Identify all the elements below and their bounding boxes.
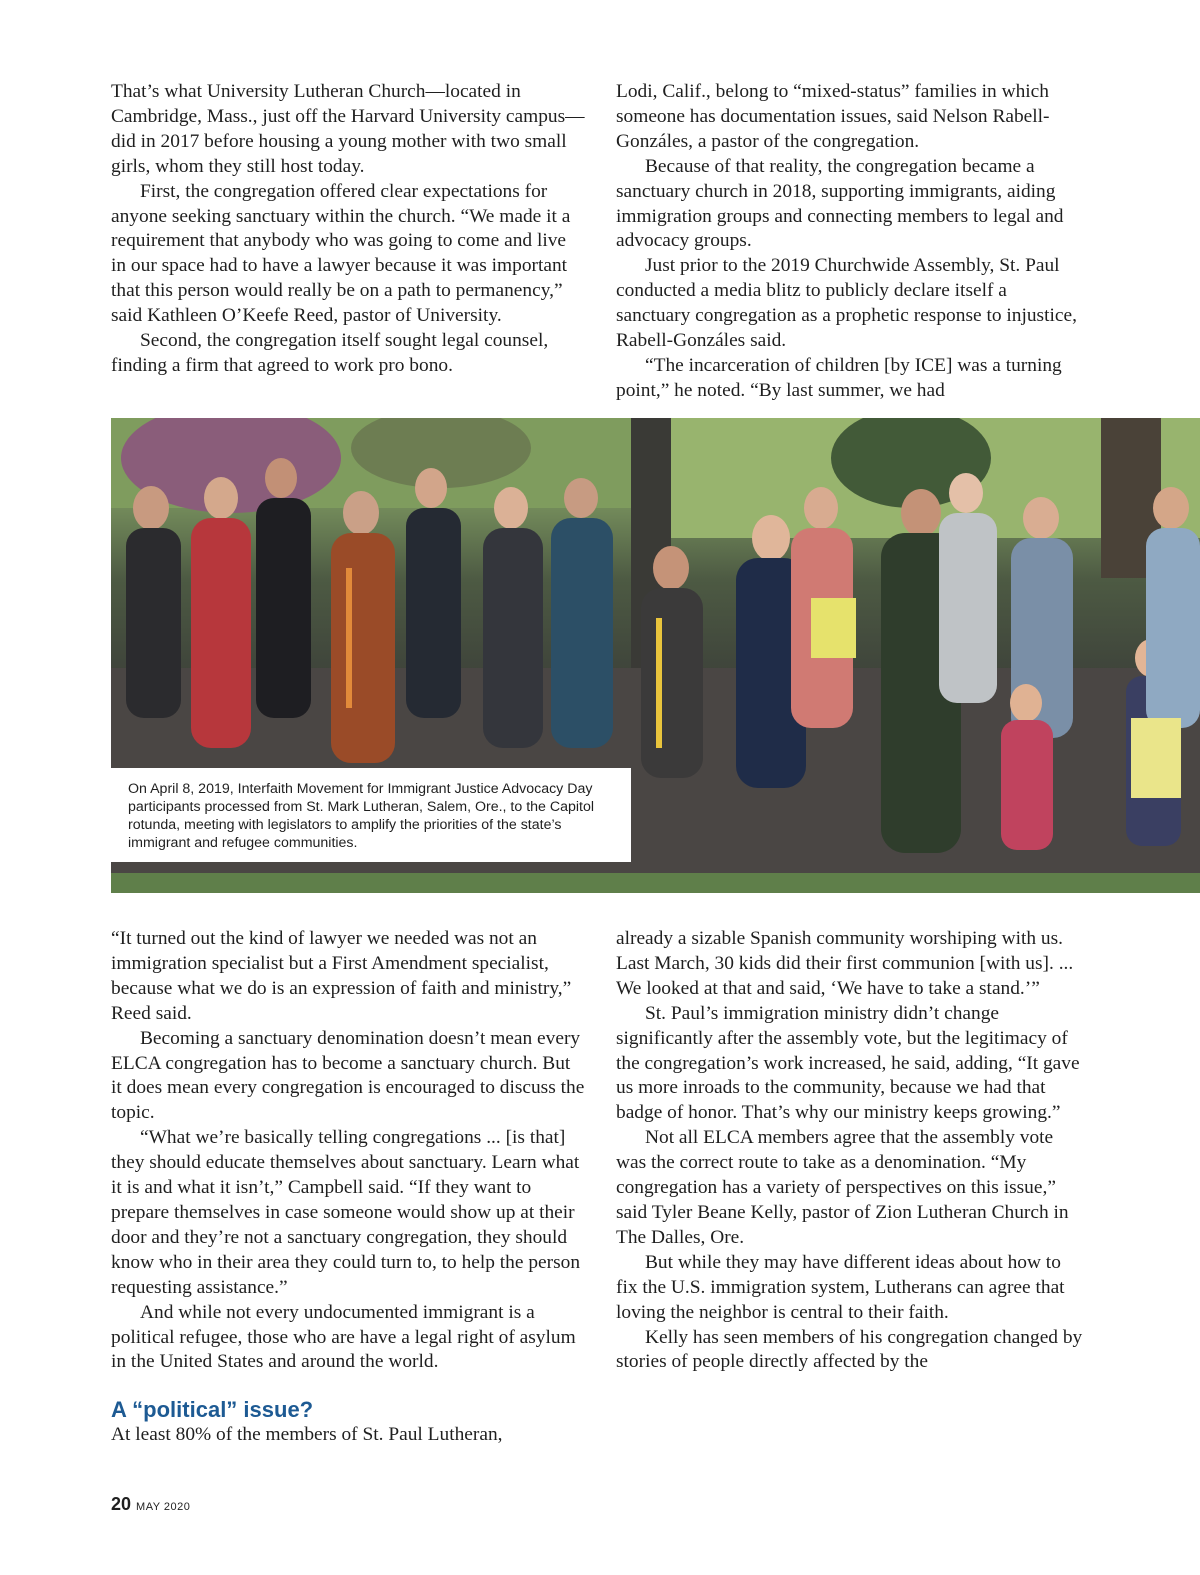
page-folio [111, 1494, 190, 1515]
paragraph: Just prior to the 2019 Churchwide Assembly, St. Paul conducted a media blitz to publicly declare itself a sanctuary congregation as a prophetic response to injustice, Rabell-Gonzáles said. [616, 255, 1077, 352]
paragraph: But while they may have different ideas about how to fix the U.S. immigration system, Lutherans can agree that loving the neighbor is central to their faith. [616, 1251, 1065, 1323]
article-column-top-left [111, 80, 585, 379]
photo-caption: On April 8, 2019, Interfaith Movement for Immigrant Justice Advocacy Day participants processed from St. Mark Lutheran, Salem, Ore., to the Capitol rotunda, meeting with legislators to amplify the priorities of the state’s immigrant and refugee communities. [128, 781, 595, 851]
page-number: 20 [111, 1494, 132, 1514]
paragraph: already a sizable Spanish community worshiping with us. Last March, 30 kids did their first communion [with us]. ... We looked at that and said, ‘We have to take a stand.’” [616, 928, 1074, 999]
photo-caption-box [111, 768, 631, 862]
issue-date: MAY 2020 [136, 1501, 191, 1513]
paragraph: Because of that reality, the congregation became a sanctuary church in 2018, supporting immigrants, aiding immigration groups and connecting members to legal and advocacy groups. [616, 155, 1064, 252]
paragraph: “It turned out the kind of lawyer we needed was not an immigration specialist but a First Amendment specialist, because what we do is an expression of faith and ministry,” Reed said. [111, 928, 572, 1024]
paragraph: And while not every undocumented immigrant is a political refugee, those who are have a legal right of asylum in the United States and around the world. [111, 1301, 576, 1373]
paragraph: “The incarceration of children [by ICE] was a turning point,” he noted. “By last summer, we had [616, 354, 1062, 401]
paragraph: Becoming a sanctuary denomination doesn’t mean every ELCA congregation has to become a sanctuary church. But it does mean every congregation is encouraged to discuss the topic. [111, 1027, 585, 1124]
paragraph: Not all ELCA members agree that the assembly vote was the correct route to take as a denomination. “My congregation has a variety of perspectives on this issue,” said Tyler Beane Kelly, pastor of Zion Lutheran Church in The Dalles, Ore. [616, 1127, 1069, 1248]
section-subhead: A “political” issue? [111, 1397, 314, 1423]
article-column-bottom-right [616, 927, 1086, 1375]
paragraph: Lodi, Calif., belong to “mixed-status” families in which someone has documentation issues, said Nelson Rabell-Gonzáles, a pastor of the congregation. [616, 81, 1050, 152]
paragraph: Second, the congregation itself sought legal counsel, finding a firm that agreed to work pro bono. [111, 330, 549, 376]
paragraph: That’s what University Lutheran Church—located in Cambridge, Mass., just off the Harvard University campus—did in 2017 before housing a young mother with two small girls, whom they still host today. [111, 81, 585, 177]
paragraph: “What we’re basically telling congregations ... [is that] they should educate themselves about sanctuary. Learn what it is and what it isn’t,” Campbell said. “If they want to prepare themselves in case someone would show up at their door and they’re not a sanctuary congregation, they should know who in their area they could turn to, to help the person requesting assistance.” [111, 1127, 581, 1298]
paragraph: At least 80% of the members of St. Paul Lutheran, [111, 1424, 503, 1446]
paragraph: Kelly has seen members of his congregation changed by stories of people directly affected by the [616, 1326, 1083, 1373]
article-column-bottom-left [111, 927, 585, 1448]
paragraph: St. Paul’s immigration ministry didn’t change significantly after the assembly vote, but the legitimacy of the congregation’s work increased, he said, adding, “It gave us more inroads to the community, because we had that badge of honor. That’s why our ministry keeps growing.” [616, 1002, 1080, 1124]
article-column-top-right [616, 80, 1086, 404]
paragraph: First, the congregation offered clear expectations for anyone seeking sanctuary within the church. “We made it a requirement that anybody who was going to come and live in our space had to have a lawyer because it was important that this person would really be on a path to permanency,” said Kathleen O’Keefe Reed, pastor of University. [111, 180, 571, 327]
